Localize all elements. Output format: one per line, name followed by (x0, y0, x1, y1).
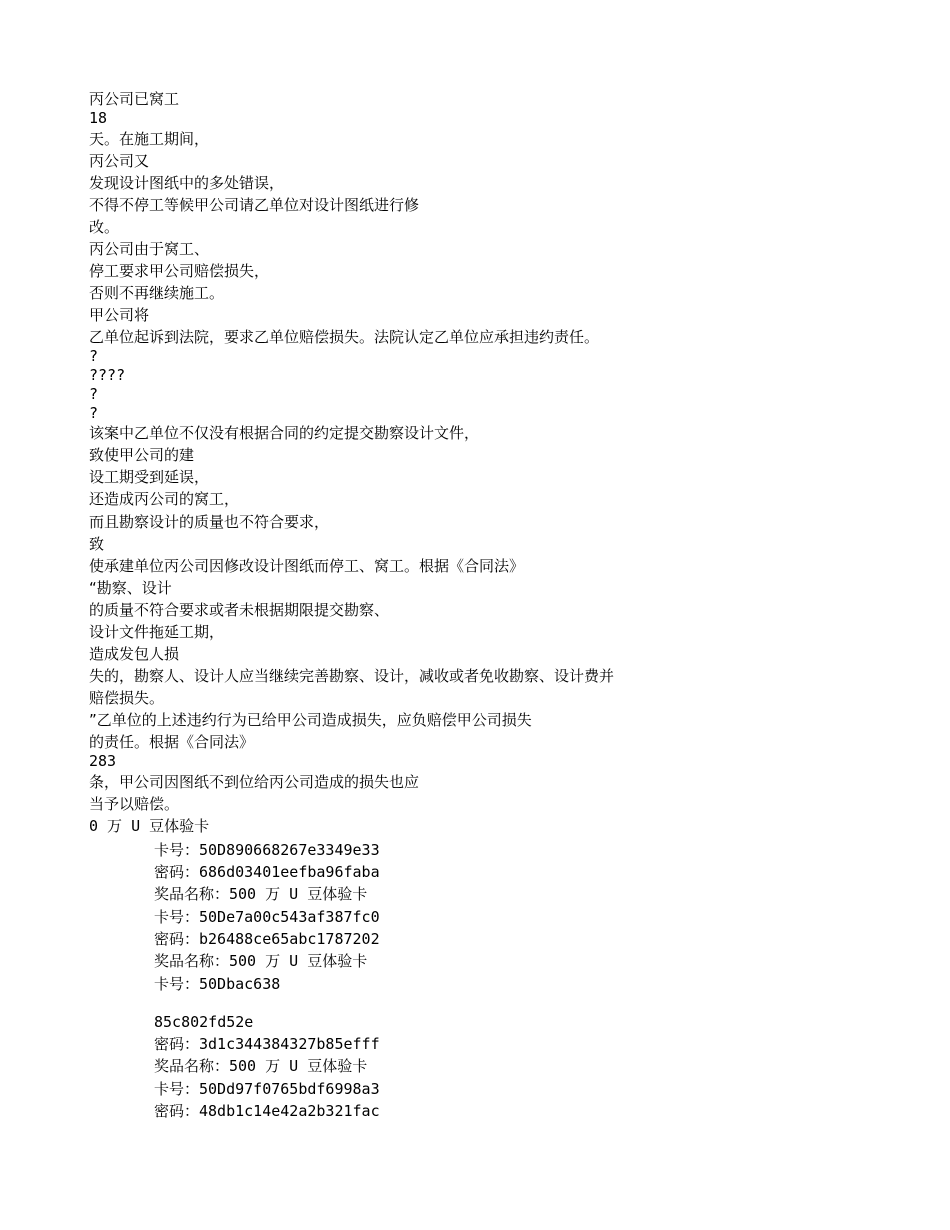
text-line: 丙公司由于窝工、 (89, 240, 210, 258)
card-info-line: 密码：3d1c344384327b85efff (154, 1035, 380, 1053)
text-line: 的责任。根据《合同法》 (89, 733, 255, 751)
card-info-line: 卡号：50Dd97f0765bdf6998a3 (154, 1080, 380, 1098)
text-line: 条，甲公司因图纸不到位给丙公司造成的损失也应 (89, 773, 420, 791)
text-line: 不得不停工等候甲公司请乙单位对设计图纸进行修 (89, 196, 420, 214)
text-line: 而且勘察设计的质量也不符合要求， (89, 513, 330, 531)
text-line: 该案中乙单位不仅没有根据合同的约定提交勘察设计文件， (89, 424, 480, 442)
text-line: 赔偿损失。 (89, 689, 165, 707)
text-line: 致 (89, 535, 105, 553)
text-line: ???? (89, 366, 126, 384)
text-line: 的质量不符合要求或者未根据期限提交勘察、 (89, 601, 390, 619)
text-line: 停工要求甲公司赔偿损失， (89, 262, 270, 280)
text-line: “勘察、设计 (89, 579, 172, 597)
card-info-line: 奖品名称：500 万 U 豆体验卡 (154, 1057, 368, 1075)
text-line: 造成发包人损 (89, 645, 180, 663)
text-line: 乙单位起诉到法院，要求乙单位赔偿损失。法院认定乙单位应承担违约责任。 (89, 328, 600, 346)
text-line: 使承建单位丙公司因修改设计图纸而停工、窝工。根据《合同法》 (89, 557, 525, 575)
text-line: 当予以赔偿。 (89, 795, 180, 813)
text-line: 发现设计图纸中的多处错误， (89, 174, 285, 192)
card-info-line: 密码：48db1c14e42a2b321fac (154, 1102, 380, 1120)
text-line: 甲公司将 (89, 306, 150, 324)
text-line: 0 万 U 豆体验卡 (89, 817, 210, 835)
card-info-line: 卡号：50Dbac638 (154, 975, 281, 993)
text-line: 失的，勘察人、设计人应当继续完善勘察、设计，减收或者免收勘察、设计费并 (89, 667, 615, 685)
text-line: 丙公司又 (89, 152, 150, 170)
card-info-line: 卡号：50De7a00c543af387fc0 (154, 908, 380, 926)
text-line: 否则不再继续施工。 (89, 284, 225, 302)
text-line: 设工期受到延误， (89, 468, 210, 486)
text-line: 18 (89, 109, 108, 127)
text-line: ? (89, 385, 99, 403)
text-line: ? (89, 404, 99, 422)
text-line: 283 (89, 752, 117, 770)
text-line: ? (89, 347, 99, 365)
text-line: 还造成丙公司的窝工， (89, 490, 240, 508)
text-line: 致使甲公司的建 (89, 446, 195, 464)
text-line: 设计文件拖延工期， (89, 623, 225, 641)
card-info-line: 卡号：50D890668267e3349e33 (154, 841, 380, 859)
text-line: 丙公司已窝工 (89, 90, 180, 108)
card-info-line: 奖品名称：500 万 U 豆体验卡 (154, 885, 368, 903)
card-info-line: 奖品名称：500 万 U 豆体验卡 (154, 952, 368, 970)
card-info-line: 密码：b26488ce65abc1787202 (154, 930, 380, 948)
text-line: ”乙单位的上述违约行为已给甲公司造成损失，应负赔偿甲公司损失 (89, 711, 532, 729)
text-line: 天。在施工期间， (89, 130, 210, 148)
card-info-line: 85c802fd52e (154, 1013, 254, 1031)
card-info-line: 密码：686d03401eefba96faba (154, 863, 380, 881)
text-line: 改。 (89, 218, 120, 236)
